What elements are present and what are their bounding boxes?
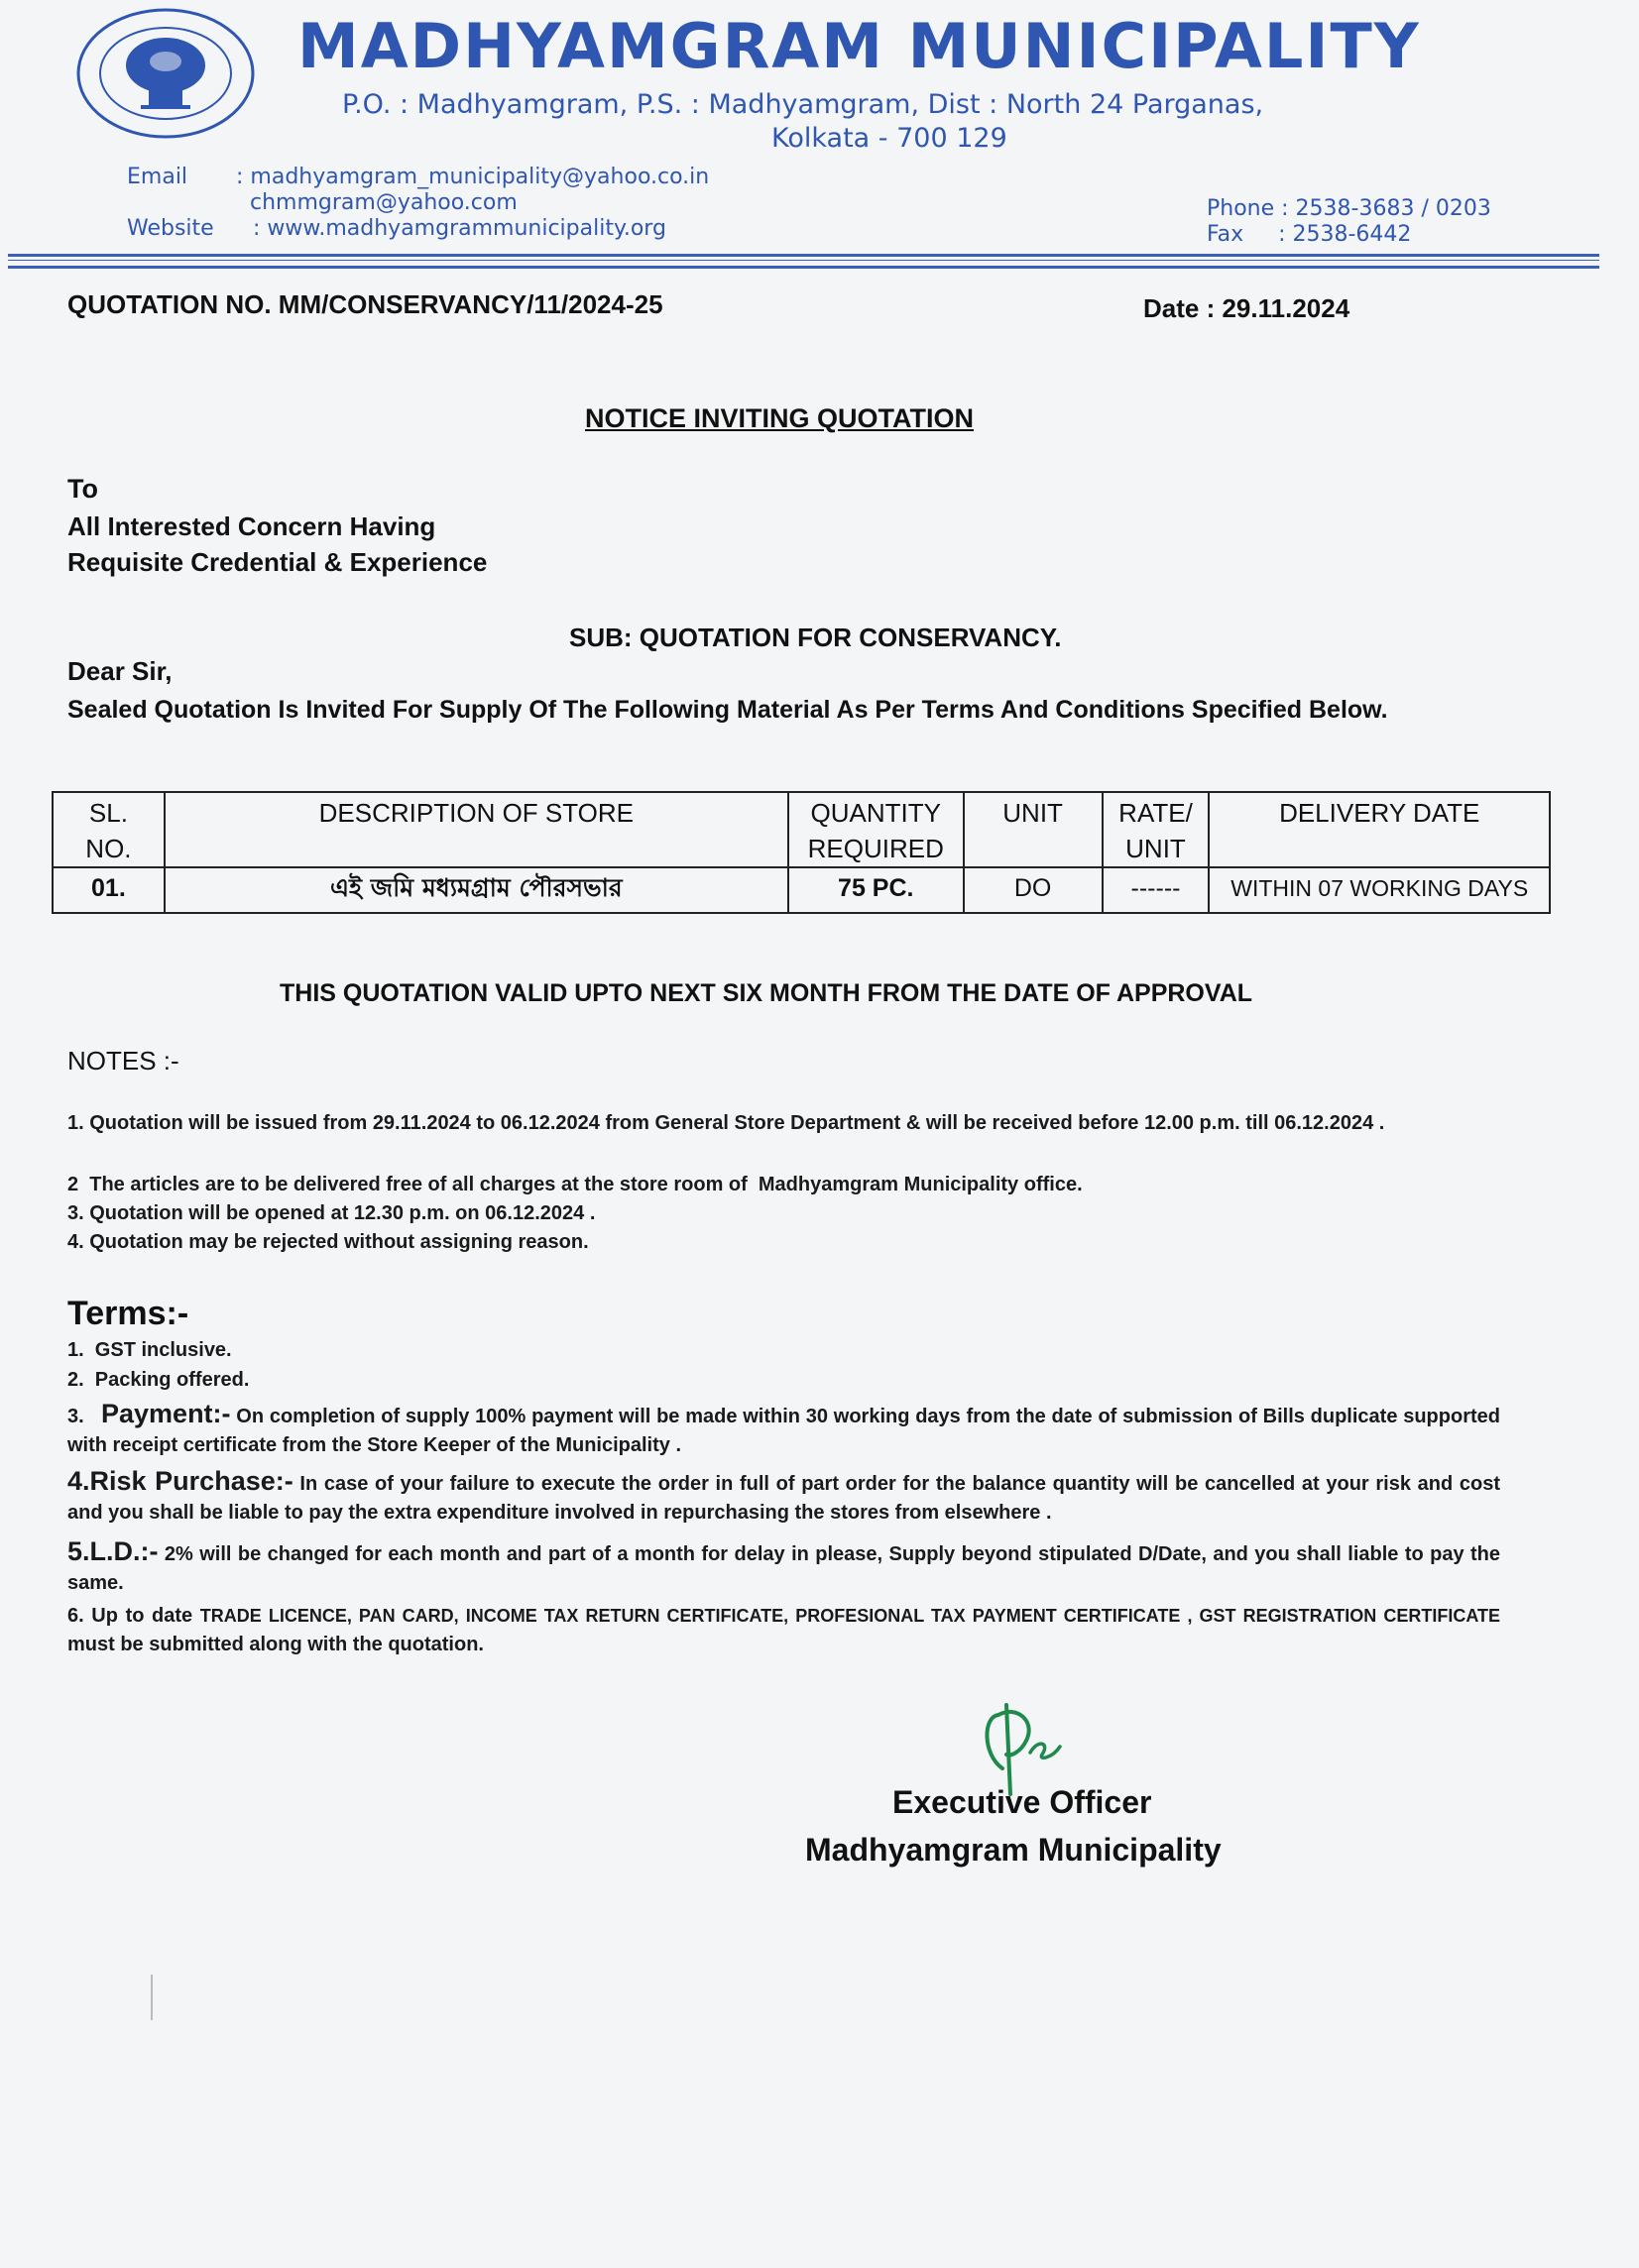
letterhead-address-line1: P.O. : Madhyamgram, P.S. : Madhyamgram, Dist : North 24 Parganas,	[342, 89, 1264, 120]
intro-paragraph: Sealed Quotation Is Invited For Supply Of The Following Material As Per Terms And Conditions Specified Below.	[67, 696, 1388, 724]
header-quantity	[788, 792, 964, 867]
cell-rate: ------	[1103, 867, 1210, 913]
note-item-2: 2 The articles are to be delivered free of all charges at the store room of Madhyamgram Municipality office.	[67, 1174, 1083, 1195]
notes-heading: NOTES :-	[67, 1046, 179, 1076]
cell-unit: DO	[964, 867, 1103, 913]
scan-mark	[151, 1975, 153, 2020]
addressee-to: To	[67, 474, 98, 504]
term5-text: 2% will be changed for each month and part of a month for delay in please, Supply beyond stipulated D/Date, and you shall liable to pay the same.	[67, 1543, 1500, 1594]
items-table	[52, 791, 1551, 914]
header-delivery-date: DELIVERY DATE	[1209, 792, 1550, 867]
header-sl-no	[53, 792, 165, 867]
term3-label: Payment:-	[101, 1399, 231, 1428]
header-sl-line1: SL.	[88, 798, 128, 828]
salutation: Dear Sir,	[67, 656, 173, 686]
term6-documents: TRADE LICENCE, PAN CARD, INCOME TAX RETURN CERTIFICATE, PROFESIONAL TAX PAYMENT CERTIFICATE , GST REGISTRATION CERTIFICATE	[199, 1606, 1500, 1626]
term3-number: 3.	[67, 1406, 84, 1427]
term-item-2: 2. Packing offered.	[67, 1369, 250, 1391]
term5-label: 5.L.D.:-	[67, 1536, 159, 1566]
validity-statement: THIS QUOTATION VALID UPTO NEXT SIX MONTH FROM THE DATE OF APPROVAL	[280, 979, 1253, 1007]
letterhead-divider	[8, 254, 1599, 257]
email-secondary: chmmgram@yahoo.com	[250, 190, 518, 215]
term-item-3	[67, 1400, 1500, 1460]
header-description: DESCRIPTION OF STORE	[165, 792, 788, 867]
letterhead-divider-lower	[8, 266, 1599, 269]
header-rate-line1: RATE/	[1118, 798, 1193, 828]
header-qty-line2: REQUIRED	[807, 834, 944, 863]
subject-line: SUB: QUOTATION FOR CONSERVANCY.	[569, 623, 1062, 652]
cell-description: এই জমি মধ্যমগ্রাম পৌরসভার	[165, 867, 788, 913]
term3-text: On completion of supply 100% payment will be made within 30 working days from the date of submission of Bills duplicate supported with receipt certificate from the Store Keeper of the Municipality .	[67, 1406, 1500, 1456]
letterhead-address-line2: Kolkata - 700 129	[771, 123, 1007, 154]
term-item-4	[67, 1467, 1500, 1528]
term4-text: In case of your failure to execute the order in full of part order for the balance quantity will be cancelled at your risk and cost and you shall be liable to pay the extra expenditure involved in repurchasing the stores from elsewhere .	[67, 1473, 1501, 1524]
header-rate-line2: UNIT	[1125, 834, 1186, 863]
website-label: Website	[127, 216, 214, 241]
quotation-number: QUOTATION NO. MM/CONSERVANCY/11/2024-25	[67, 289, 663, 319]
letterhead-title: MADHYAMGRAM MUNICIPALITY	[297, 10, 1421, 82]
term-item-5	[67, 1537, 1500, 1598]
term6-lead: 6. Up to date	[67, 1605, 200, 1627]
quotation-date: Date : 29.11.2024	[1143, 293, 1350, 323]
cell-quantity: 75 PC.	[788, 867, 964, 913]
letterhead-divider-thin	[8, 260, 1599, 261]
cell-sl: 01.	[53, 867, 165, 913]
table-header-row	[53, 792, 1550, 867]
email-label: Email	[127, 165, 188, 189]
note-item-1: 1. Quotation will be issued from 29.11.2024 to 06.12.2024 from General Store Department & will be received before 12.00 p.m. till 06.12.2024 .	[67, 1112, 1385, 1134]
signatory-organization: Madhyamgram Municipality	[805, 1832, 1222, 1868]
municipality-seal-logo	[71, 4, 260, 143]
note-item-4: 4. Quotation may be rejected without assigning reason.	[67, 1231, 589, 1253]
header-rate	[1103, 792, 1210, 867]
table-row	[53, 867, 1550, 913]
fax-number: Fax : 2538-6442	[1207, 222, 1412, 247]
addressee-line3: Requisite Credential & Experience	[67, 547, 488, 577]
terms-heading: Terms:-	[67, 1295, 189, 1332]
term-item-1: 1. GST inclusive.	[67, 1339, 232, 1361]
header-unit: UNIT	[964, 792, 1103, 867]
header-sl-line2: NO.	[85, 834, 132, 863]
term6-tail: must be submitted along with the quotation.	[67, 1634, 484, 1655]
signatory-title: Executive Officer	[892, 1784, 1152, 1820]
header-qty-line1: QUANTITY	[810, 798, 941, 828]
phone-number: Phone : 2538-3683 / 0203	[1207, 196, 1491, 221]
notice-heading: NOTICE INVITING QUOTATION	[585, 403, 974, 433]
addressee-line2: All Interested Concern Having	[67, 511, 436, 541]
term4-label: 4.Risk Purchase:-	[67, 1466, 293, 1496]
website-url: : www.madhyamgrammunicipality.org	[253, 216, 666, 241]
email-primary: : madhyamgram_municipality@yahoo.co.in	[236, 165, 710, 189]
cell-delivery: WITHIN 07 WORKING DAYS	[1209, 867, 1550, 913]
note-item-3: 3. Quotation will be opened at 12.30 p.m. on 06.12.2024 .	[67, 1202, 596, 1224]
term-item-6	[67, 1602, 1500, 1659]
